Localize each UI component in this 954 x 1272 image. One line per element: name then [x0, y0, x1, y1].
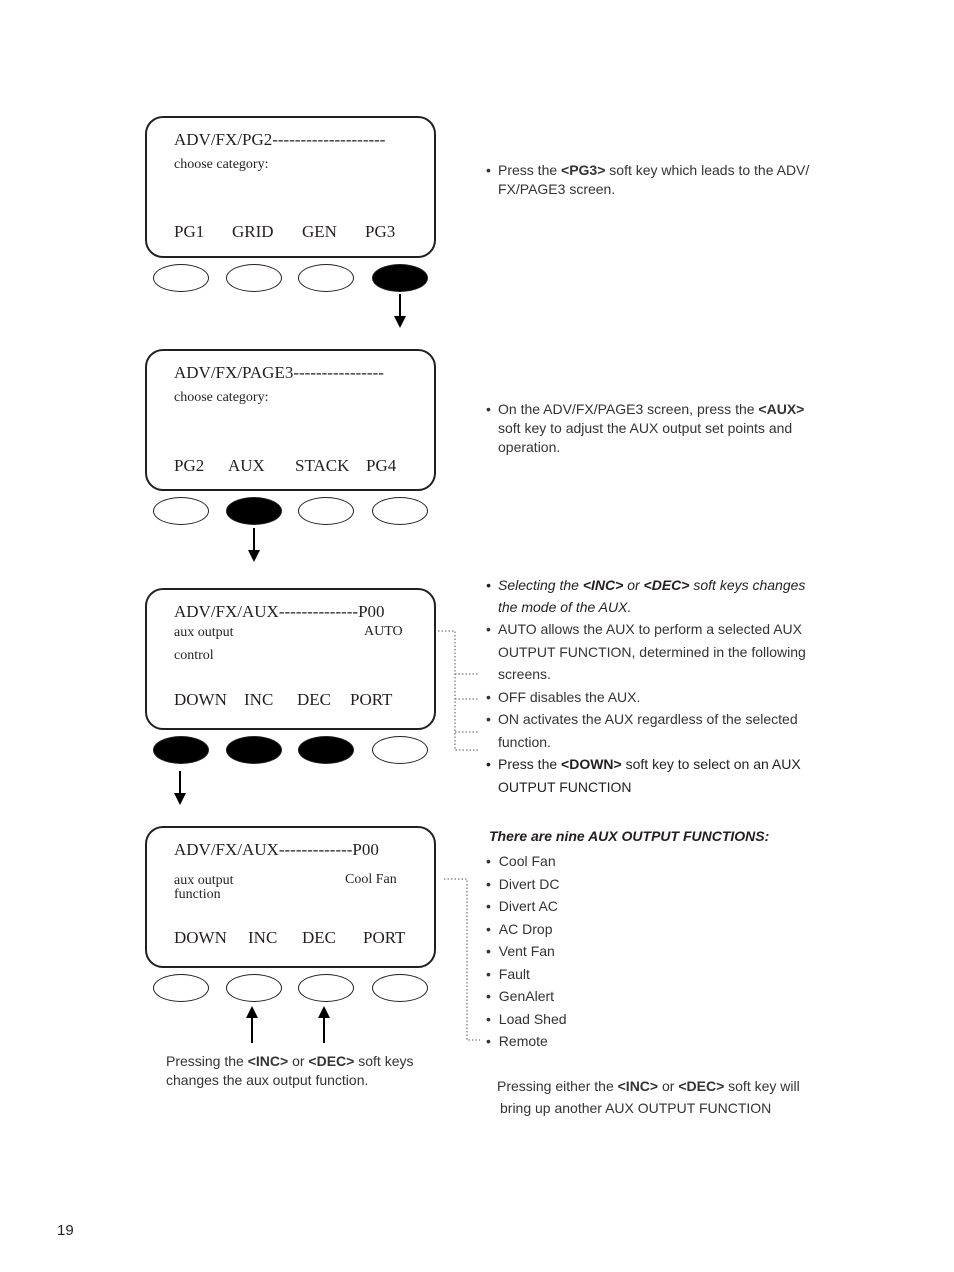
- list-item: • Remote: [486, 1033, 548, 1049]
- key-label-2: INC: [244, 690, 274, 709]
- key-label-3: GEN: [302, 222, 337, 241]
- note-selecting: • Selecting the <INC> or <DEC> soft keys changes the mode of the AUX.: [486, 577, 806, 615]
- list-item: • Divert DC: [486, 875, 560, 892]
- list-item: • GenAlert: [486, 988, 555, 1004]
- soft-key-3[interactable]: [298, 497, 354, 525]
- key-label-1: PG2: [174, 456, 205, 475]
- screen-line2: control: [174, 648, 214, 663]
- lcd-screen-aux-control: [145, 588, 436, 730]
- lcd-screen-aux-function: [145, 826, 436, 968]
- soft-key-4[interactable]: [372, 497, 428, 525]
- note-auto: • AUTO allows the AUX to perform a selected AUX OUTPUT FUNCTION, determined in the following screens.: [486, 621, 806, 682]
- soft-key-1[interactable]: [153, 497, 209, 525]
- dotted-connector: [436, 628, 481, 753]
- key-label-1: DOWN: [174, 928, 227, 947]
- key-label-3: DEC: [302, 928, 336, 947]
- lcd-screen-page3: [145, 349, 436, 491]
- soft-key-1[interactable]: [153, 974, 209, 1002]
- key-label-4: PG4: [366, 456, 397, 475]
- key-label-2: GRID: [232, 222, 274, 241]
- soft-key-dec[interactable]: [298, 974, 354, 1002]
- soft-key-pg3-pressed[interactable]: [372, 264, 428, 292]
- screen-title: ADV/FX/AUX-------------P00: [174, 840, 379, 859]
- key-label-3: STACK: [295, 456, 350, 475]
- screen-line1: aux output: [174, 873, 234, 888]
- soft-key-inc[interactable]: [226, 974, 282, 1002]
- screen-value: AUTO: [364, 624, 403, 639]
- list-item: • Cool Fan: [486, 853, 556, 869]
- soft-key-2[interactable]: [226, 264, 282, 292]
- functions-title: There are nine AUX OUTPUT FUNCTIONS:: [489, 828, 770, 844]
- key-label-3: DEC: [297, 690, 331, 709]
- key-label-2: AUX: [228, 456, 265, 475]
- screen-line2: function: [174, 887, 221, 902]
- key-label-4: PG3: [365, 222, 396, 241]
- screen-title: ADV/FX/AUX--------------P00: [174, 602, 385, 621]
- screen-line1: aux output: [174, 625, 234, 640]
- lcd-screen-pg2: [145, 116, 436, 258]
- soft-key-dec-pressed[interactable]: [298, 736, 354, 764]
- screen-value: Cool Fan: [345, 872, 397, 887]
- left-caption: Pressing the <INC> or <DEC> soft keys changes the aux output function.: [166, 1053, 414, 1088]
- screen-line1: choose category:: [174, 157, 269, 172]
- screen-line1: choose category:: [174, 390, 269, 405]
- up-arrow-icon: [316, 1005, 332, 1043]
- note-off: • OFF disables the AUX.: [486, 689, 641, 705]
- screen-title: ADV/FX/PG2--------------------: [174, 130, 386, 149]
- down-arrow-icon: [246, 528, 262, 564]
- bottom-note: Pressing either the <INC> or <DEC> soft key will bring up another AUX OUTPUT FUNCTION: [497, 1078, 800, 1116]
- soft-key-3[interactable]: [298, 264, 354, 292]
- key-label-1: DOWN: [174, 690, 227, 709]
- key-label-1: PG1: [174, 222, 205, 241]
- note-pg3: • Press the <PG3> soft key which leads to the ADV/ FX/PAGE3 screen.: [486, 162, 810, 197]
- up-arrow-icon: [244, 1005, 260, 1043]
- list-item: • Divert AC: [486, 898, 558, 914]
- list-item: • Vent Fan: [486, 943, 555, 959]
- soft-key-aux-pressed[interactable]: [226, 497, 282, 525]
- note-aux: • On the ADV/FX/PAGE3 screen, press the <AUX> soft key to adjust the AUX output set points and operation.: [486, 401, 805, 455]
- down-arrow-icon: [392, 294, 408, 330]
- down-arrow-icon: [172, 771, 188, 807]
- page-number: 19: [57, 1222, 74, 1239]
- note-down: • Press the <DOWN> soft key to select on an AUX OUTPUT FUNCTION: [486, 756, 801, 795]
- soft-key-down-pressed[interactable]: [153, 736, 209, 764]
- note-on: • ON activates the AUX regardless of the selected function.: [486, 711, 798, 750]
- soft-key-1[interactable]: [153, 264, 209, 292]
- functions-list: [486, 850, 567, 1053]
- list-item: • Fault: [486, 965, 530, 982]
- dotted-connector: [442, 876, 482, 1046]
- list-item: • AC Drop: [486, 920, 553, 937]
- soft-key-inc-pressed[interactable]: [226, 736, 282, 764]
- soft-key-4[interactable]: [372, 736, 428, 764]
- key-label-2: INC: [248, 928, 278, 947]
- list-item: • Load Shed: [486, 1010, 567, 1027]
- key-label-4: PORT: [350, 690, 393, 709]
- screen-title: ADV/FX/PAGE3----------------: [174, 363, 384, 382]
- key-label-4: PORT: [363, 928, 406, 947]
- soft-key-4[interactable]: [372, 974, 428, 1002]
